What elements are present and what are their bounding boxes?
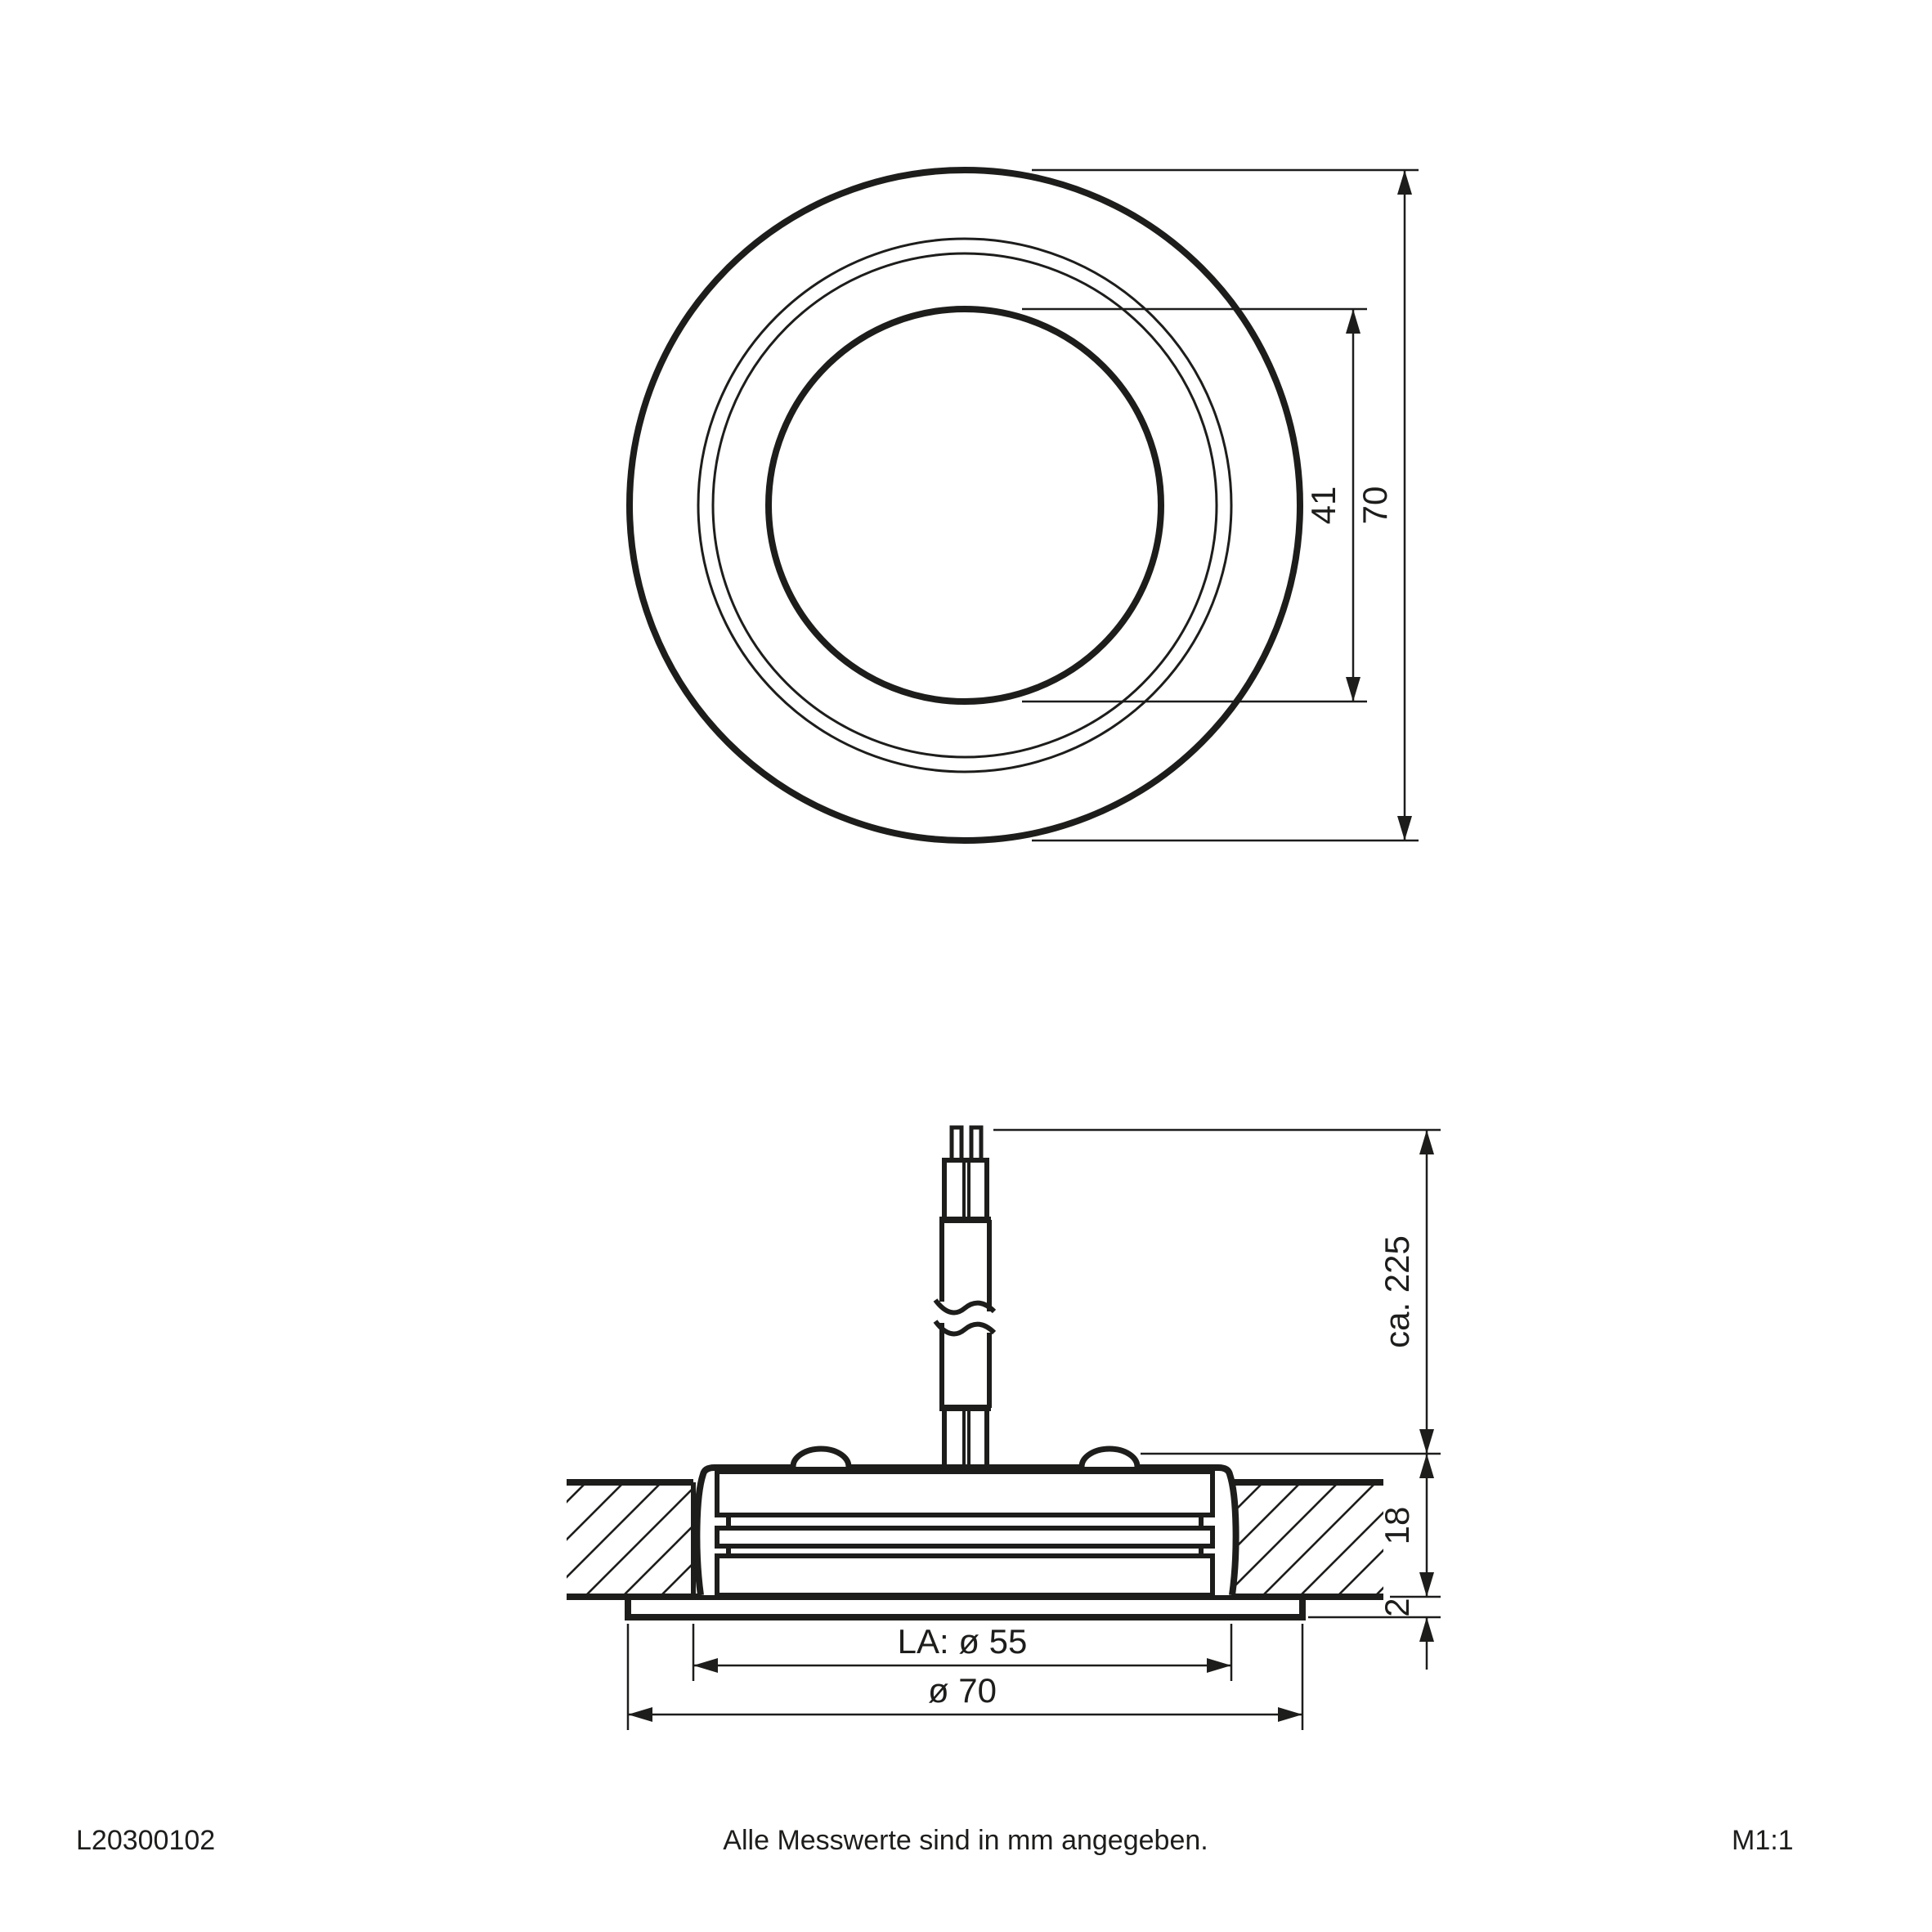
arrowhead-right — [1207, 1658, 1231, 1673]
dim-label-70: 70 — [1356, 486, 1394, 525]
body-band-top — [717, 1472, 1213, 1515]
arrowhead-up — [1419, 1130, 1434, 1154]
arrowhead-down — [1419, 1572, 1434, 1597]
top-view — [630, 170, 1419, 840]
break-line-upper — [935, 1300, 994, 1312]
light-reflection-swirl — [813, 380, 1126, 644]
measurement-note: Alle Messwerte sind in mm angegeben. — [723, 1825, 1208, 1856]
dim-label-41: 41 — [1304, 486, 1343, 525]
dim-label-2: 2 — [1378, 1598, 1416, 1617]
body-rib — [717, 1528, 1213, 1546]
side-view — [567, 1127, 1441, 1730]
drawing-scale: M1:1 — [1732, 1825, 1794, 1856]
housing-body — [717, 1472, 1213, 1595]
arrowhead-up — [1419, 1454, 1434, 1478]
arrowhead-right — [1278, 1707, 1302, 1722]
dimension-recess-height — [1378, 1454, 1441, 1597]
dim-label-18: 18 — [1378, 1506, 1416, 1545]
arrowhead-left — [628, 1707, 652, 1722]
dim-label-cutout: LA: ø 55 — [897, 1622, 1028, 1661]
arrowhead-left — [693, 1658, 718, 1673]
arrowhead-down — [1397, 816, 1412, 840]
connection-cable — [935, 1127, 994, 1466]
panel-hatch-left — [567, 1482, 693, 1597]
trim-flange — [628, 1597, 1302, 1617]
arrowhead-down — [1346, 677, 1360, 702]
dim-label-cable: ca. 225 — [1378, 1235, 1416, 1348]
arrowhead-up — [1419, 1617, 1434, 1642]
article-number: L20300102 — [76, 1825, 216, 1856]
arrowhead-up — [1346, 309, 1360, 334]
arrowhead-down — [1419, 1429, 1434, 1454]
arrowhead-up — [1397, 170, 1412, 195]
spring-clip-dome-right — [1082, 1449, 1137, 1467]
dimension-cable-length — [993, 1130, 1441, 1454]
body-band-bottom — [717, 1556, 1213, 1595]
spring-clip-dome-left — [793, 1449, 849, 1467]
dimension-flange-thickness — [1308, 1598, 1441, 1670]
panel-hatch-right — [1231, 1482, 1383, 1597]
dim-label-overall: ø 70 — [927, 1671, 997, 1710]
footer — [76, 1825, 1794, 1856]
